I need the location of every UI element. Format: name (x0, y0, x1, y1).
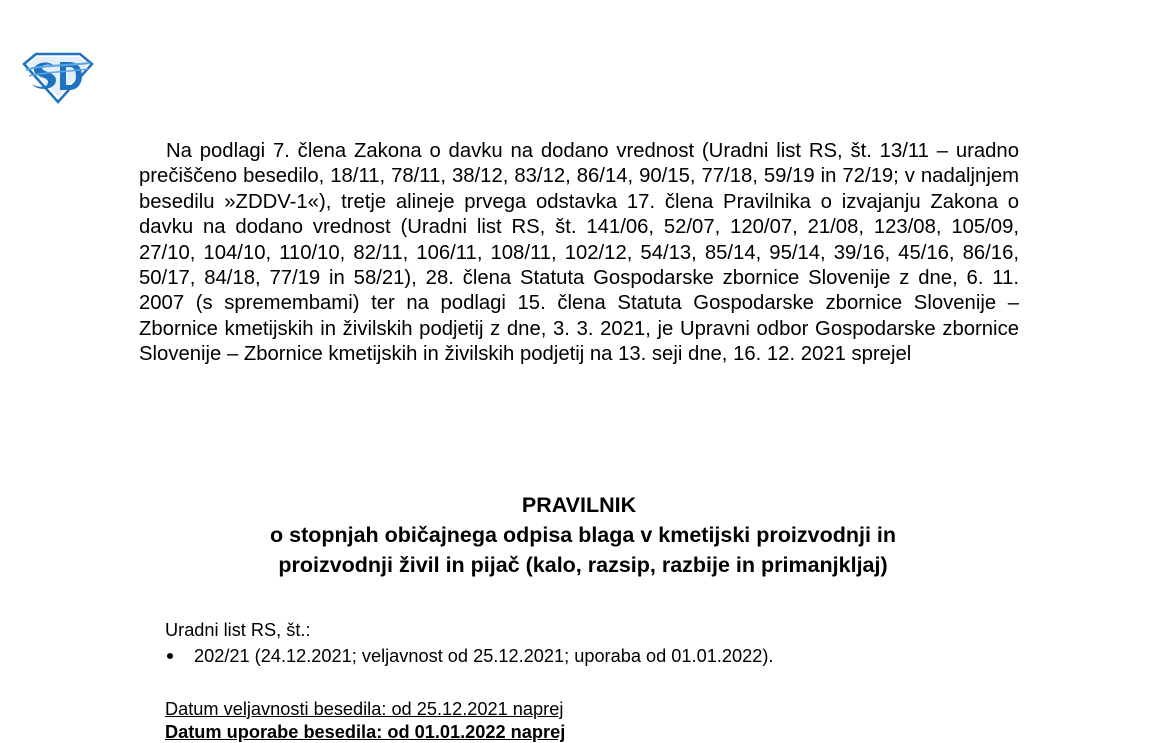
preamble-paragraph: Na podlagi 7. člena Zakona o davku na dodano vrednost (Uradni list RS, št. 13/11 – uradno prečiščeno besedilo, 18/11, 78/11, 38/12, 83/12, 86/14, 90/15, 77/18, 59/19 in 72/19; v nadaljnjem besedilu »ZDDV-1«), tretje alineje prvega odstavka 17. člena Pravilnika o izvajanju Zakona o davku na dodano vrednost (Uradni list RS, št. 141/06, 52/07, 120/07, 21/08, 123/08, 105/09, 27/10, 104/10, 110/10, 82/11, 106/11, 108/11, 102/12, 54/13, 85/14, 95/14, 39/16, 45/16, 86/16, 50/17, 84/18, 77/19 in 58/21), 28. člena Statuta Gospodarske zbornice Slovenije z dne, 6. 11. 2007 (s spremembami) ter na podlagi 15. člena Statuta Gospodarske zbornice Slovenije – Zbornice kmetijskih in živilskih podjetij z dne, 3. 3. 2021, je Upravni odbor Gospodarske zbornice Slovenije – Zbornice kmetijskih in živilskih podjetij na 13. seji dne, 16. 12. 2021 sprejel (139, 140, 1019, 366)
validity-date: Datum veljavnosti besedila: od 25.12.2021 naprej (165, 699, 564, 719)
document-heading (139, 490, 1019, 580)
document-subtitle-line-2: proizvodnji živil in pijač (kalo, razsip, razbije in primanjkljaj) (278, 553, 888, 577)
bullet-icon (167, 653, 173, 659)
sd-logo-icon (20, 50, 96, 104)
gazette-list (165, 645, 773, 667)
application-date: Datum uporabe besedila: od 01.01.2022 naprej (165, 722, 566, 742)
gazette-item-text: 202/21 (24.12.2021; veljavnost od 25.12.2021; uporaba od 01.01.2022). (194, 646, 774, 666)
document-subtitle-line-1: o stopnjah običajnega odpisa blaga v kmetijski proizvodnji in (270, 523, 896, 547)
gazette-label: Uradni list RS, št.: (165, 620, 311, 640)
gazette-list-item (165, 645, 773, 667)
document-title: PRAVILNIK (521, 493, 637, 517)
